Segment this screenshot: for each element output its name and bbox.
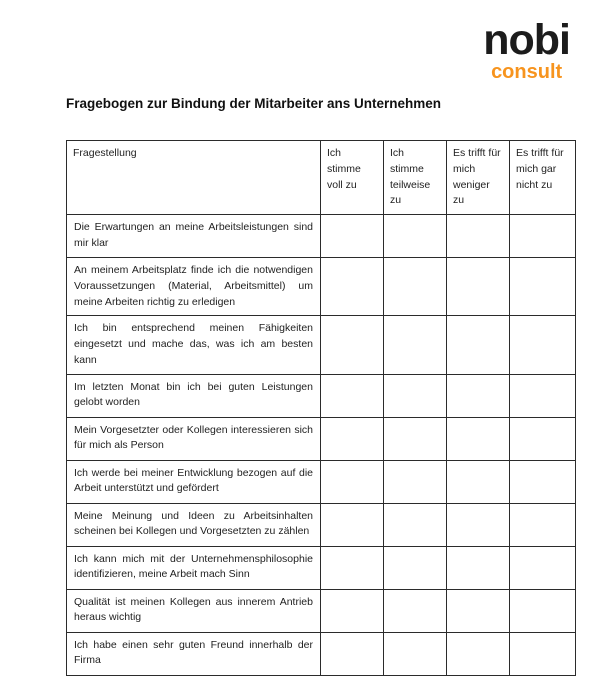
answer-cell — [384, 460, 447, 503]
question-text-cell: Ich kann mich mit der Unternehmensphilosophie identifizieren, meine Arbeit mach Sinn — [67, 546, 321, 589]
table-header-row — [67, 141, 576, 215]
question-row — [67, 258, 576, 316]
questionnaire-table — [66, 140, 576, 676]
question-row — [67, 316, 576, 374]
answer-cell — [321, 503, 384, 546]
answer-cell — [384, 589, 447, 632]
document-title: Fragebogen zur Bindung der Mitarbeiter ans Unternehmen — [66, 96, 442, 111]
rating-column-header: Ich stimme teilweise zu — [384, 141, 447, 215]
answer-cell — [510, 417, 576, 460]
answer-cell — [321, 417, 384, 460]
question-column-header: Fragestellung — [67, 141, 321, 215]
answer-cell — [447, 258, 510, 316]
answer-cell — [510, 215, 576, 258]
question-text-cell: Die Erwartungen an meine Arbeitsleistungen sind mir klar — [67, 215, 321, 258]
answer-cell — [447, 215, 510, 258]
answer-cell — [510, 460, 576, 503]
question-text-cell: An meinem Arbeitsplatz finde ich die notwendigen Voraussetzungen (Material, Arbeitsmittel) um meine Arbeiten richtig zu erledigen — [67, 258, 321, 316]
question-row — [67, 632, 576, 675]
answer-cell — [321, 632, 384, 675]
answer-cell — [510, 503, 576, 546]
question-text-cell: Ich habe einen sehr guten Freund innerhalb der Firma — [67, 632, 321, 675]
question-row — [67, 374, 576, 417]
answer-cell — [510, 589, 576, 632]
answer-cell — [321, 589, 384, 632]
rating-column-header: Es trifft für mich weniger zu — [447, 141, 510, 215]
answer-cell — [384, 503, 447, 546]
answer-cell — [384, 316, 447, 374]
question-row — [67, 503, 576, 546]
answer-cell — [510, 258, 576, 316]
question-text-cell: Im letzten Monat bin ich bei guten Leistungen gelobt worden — [67, 374, 321, 417]
answer-cell — [447, 417, 510, 460]
answer-cell — [447, 632, 510, 675]
answer-cell — [384, 417, 447, 460]
answer-cell — [321, 374, 384, 417]
question-text-cell: Mein Vorgesetzter oder Kollegen interessieren sich für mich als Person — [67, 417, 321, 460]
answer-cell — [384, 374, 447, 417]
question-row — [67, 589, 576, 632]
company-logo — [483, 16, 570, 83]
answer-cell — [384, 215, 447, 258]
logo-wordmark: nobi — [483, 16, 570, 64]
answer-cell — [510, 632, 576, 675]
question-row — [67, 546, 576, 589]
answer-cell — [321, 258, 384, 316]
answer-cell — [384, 632, 447, 675]
question-text-cell: Meine Meinung und Ideen zu Arbeitsinhalten scheinen bei Kollegen und Vorgesetzten zu zählen — [67, 503, 321, 546]
answer-cell — [447, 546, 510, 589]
answer-cell — [321, 316, 384, 374]
answer-cell — [447, 316, 510, 374]
logo-subtitle: consult — [491, 60, 563, 83]
question-text-cell: Ich bin entsprechend meinen Fähigkeiten eingesetzt und mache das, was ich am besten kann — [67, 316, 321, 374]
question-text-cell: Ich werde bei meiner Entwicklung bezogen auf die Arbeit unterstützt und gefördert — [67, 460, 321, 503]
answer-cell — [510, 316, 576, 374]
answer-cell — [447, 503, 510, 546]
rating-column-header: Ich stimme voll zu — [321, 141, 384, 215]
question-row — [67, 215, 576, 258]
answer-cell — [384, 258, 447, 316]
answer-cell — [321, 215, 384, 258]
question-row — [67, 417, 576, 460]
answer-cell — [447, 589, 510, 632]
answer-cell — [447, 374, 510, 417]
answer-cell — [510, 546, 576, 589]
question-text-cell: Qualität ist meinen Kollegen aus innerem Antrieb heraus wichtig — [67, 589, 321, 632]
question-row — [67, 460, 576, 503]
answer-cell — [321, 460, 384, 503]
answer-cell — [321, 546, 384, 589]
rating-column-header: Es trifft für mich gar nicht zu — [510, 141, 576, 215]
answer-cell — [384, 546, 447, 589]
answer-cell — [447, 460, 510, 503]
answer-cell — [510, 374, 576, 417]
